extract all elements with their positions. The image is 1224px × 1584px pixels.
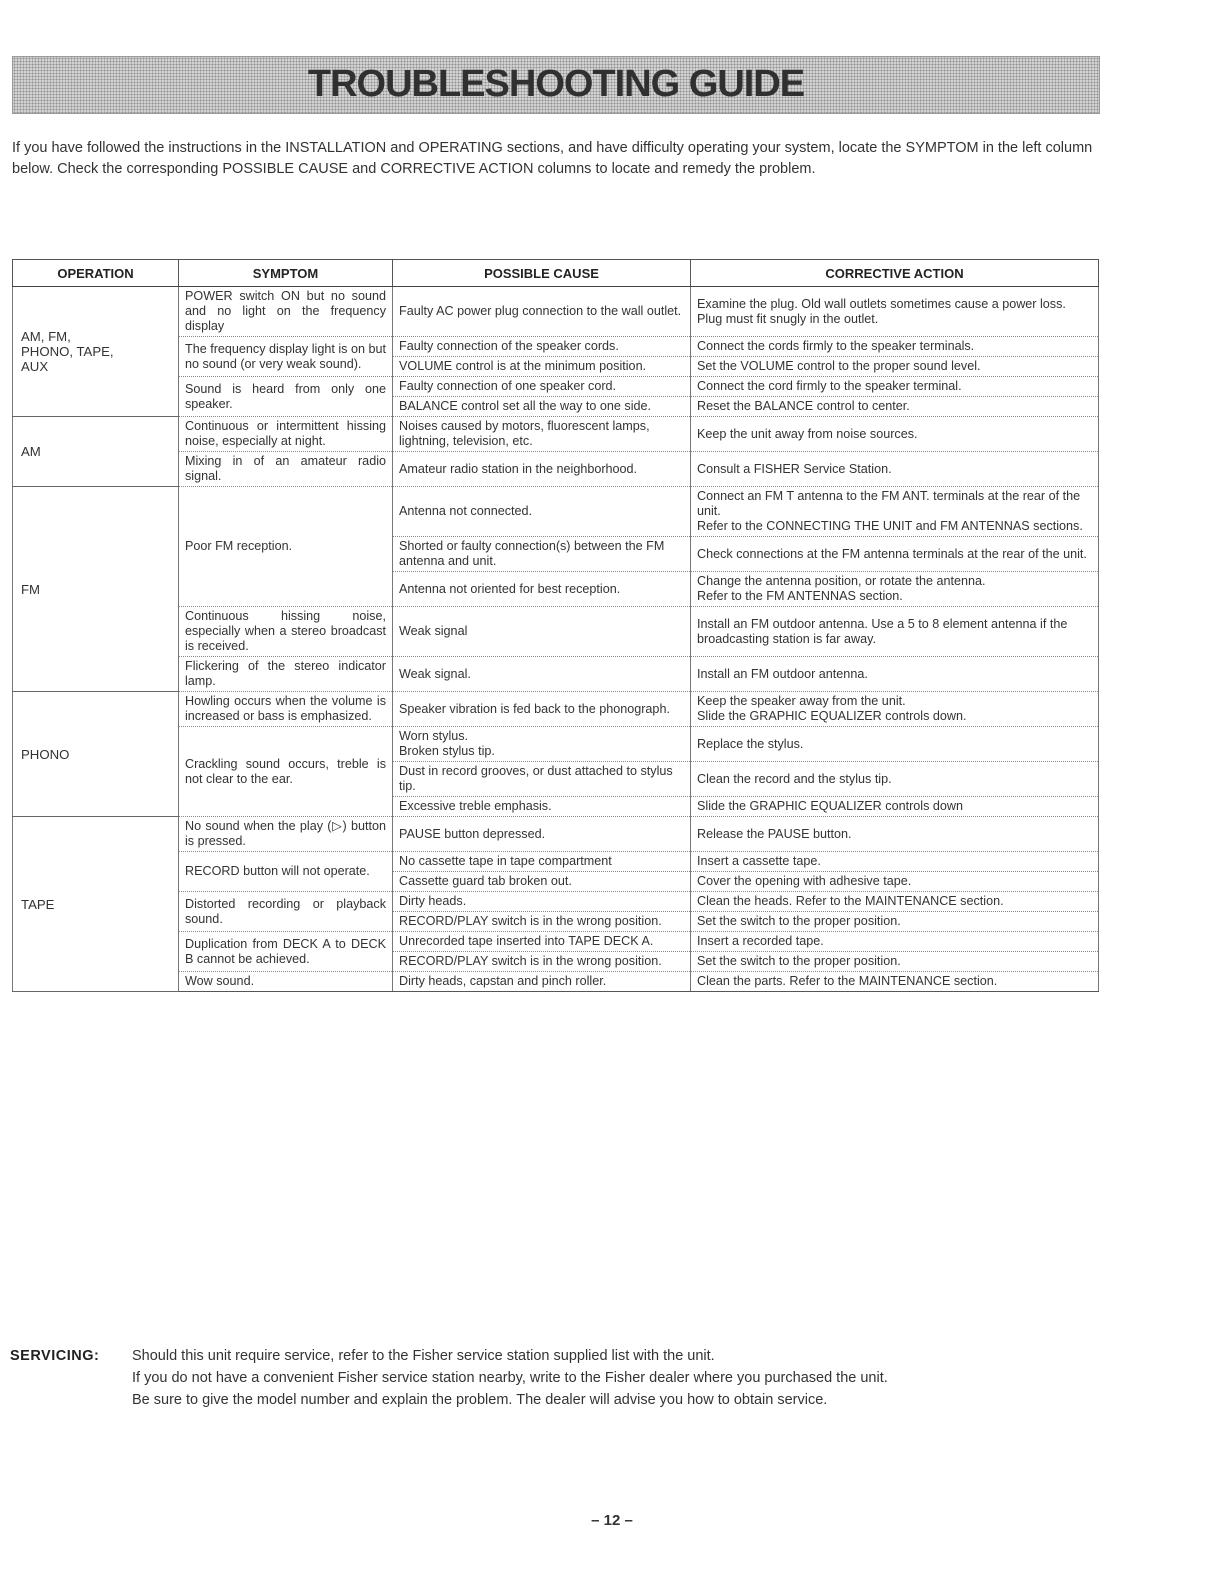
- header-corrective-action: CORRECTIVE ACTION: [691, 260, 1099, 287]
- cause-cell: Antenna not connected.: [393, 487, 691, 537]
- cause-cell: Excessive treble emphasis.: [393, 797, 691, 817]
- action-cell: Cover the opening with adhesive tape.: [691, 872, 1099, 892]
- symptom-cell: Continuous or intermittent hissing noise, especially at night.: [179, 417, 393, 452]
- cause-cell: Faulty connection of the speaker cords.: [393, 337, 691, 357]
- action-cell: Insert a recorded tape.: [691, 932, 1099, 952]
- table-row: [13, 287, 1099, 337]
- cause-cell: BALANCE control set all the way to one side.: [393, 397, 691, 417]
- header-operation: OPERATION: [13, 260, 179, 287]
- action-cell: Keep the speaker away from the unit. Slide the GRAPHIC EQUALIZER controls down.: [691, 692, 1099, 727]
- operation-cell: TAPE: [13, 817, 179, 992]
- operation-cell: AM: [13, 417, 179, 487]
- header-symptom: SYMPTOM: [179, 260, 393, 287]
- page-title: TROUBLESHOOTING GUIDE: [307, 63, 805, 105]
- table-header-row: [13, 260, 1099, 287]
- operation-cell: PHONO: [13, 692, 179, 817]
- action-cell: Set the VOLUME control to the proper sound level.: [691, 357, 1099, 377]
- title-banner: [12, 56, 1100, 114]
- cause-cell: Dust in record grooves, or dust attached to stylus tip.: [393, 762, 691, 797]
- cause-cell: Weak signal.: [393, 657, 691, 692]
- header-possible-cause: POSSIBLE CAUSE: [393, 260, 691, 287]
- cause-cell: Antenna not oriented for best reception.: [393, 572, 691, 607]
- symptom-cell: Distorted recording or playback sound.: [179, 892, 393, 932]
- servicing-line: If you do not have a convenient Fisher service station nearby, write to the Fisher dealer where you purchased the unit.: [132, 1370, 888, 1386]
- action-cell: Reset the BALANCE control to center.: [691, 397, 1099, 417]
- operation-cell: AM, FM, PHONO, TAPE, AUX: [13, 287, 179, 417]
- servicing-line: Should this unit require service, refer to the Fisher service station supplied list with the unit.: [132, 1348, 715, 1364]
- action-cell: Connect an FM T antenna to the FM ANT. terminals at the rear of the unit. Refer to the CONNECTING THE UNIT and FM ANTENNAS sections.: [691, 487, 1099, 537]
- action-cell: Connect the cord firmly to the speaker terminal.: [691, 377, 1099, 397]
- servicing-label: SERVICING:: [10, 1348, 100, 1364]
- symptom-cell: Howling occurs when the volume is increased or bass is emphasized.: [179, 692, 393, 727]
- table-row: [13, 692, 1099, 727]
- cause-cell: VOLUME control is at the minimum position.: [393, 357, 691, 377]
- cause-cell: Shorted or faulty connection(s) between the FM antenna and unit.: [393, 537, 691, 572]
- symptom-cell: POWER switch ON but no sound and no light on the frequency display: [179, 287, 393, 337]
- symptom-cell: Flickering of the stereo indicator lamp.: [179, 657, 393, 692]
- cause-cell: Worn stylus. Broken stylus tip.: [393, 727, 691, 762]
- symptom-cell: Poor FM reception.: [179, 487, 393, 607]
- cause-cell: Dirty heads, capstan and pinch roller.: [393, 972, 691, 992]
- action-cell: Clean the parts. Refer to the MAINTENANCE section.: [691, 972, 1099, 992]
- servicing-text: [132, 1345, 1100, 1411]
- symptom-cell: Sound is heard from only one speaker.: [179, 377, 393, 417]
- page-number: – 12 –: [591, 1512, 633, 1529]
- action-cell: Install an FM outdoor antenna.: [691, 657, 1099, 692]
- cause-cell: Weak signal: [393, 607, 691, 657]
- symptom-cell: No sound when the play (▷) button is pressed.: [179, 817, 393, 852]
- action-cell: Insert a cassette tape.: [691, 852, 1099, 872]
- servicing-line: Be sure to give the model number and explain the problem. The dealer will advise you how to obtain service.: [132, 1392, 828, 1408]
- symptom-cell: Duplication from DECK A to DECK B cannot be achieved.: [179, 932, 393, 972]
- cause-cell: Faulty connection of one speaker cord.: [393, 377, 691, 397]
- action-cell: Change the antenna position, or rotate the antenna. Refer to the FM ANTENNAS section.: [691, 572, 1099, 607]
- action-cell: Keep the unit away from noise sources.: [691, 417, 1099, 452]
- cause-cell: Faulty AC power plug connection to the wall outlet.: [393, 287, 691, 337]
- cause-cell: RECORD/PLAY switch is in the wrong position.: [393, 952, 691, 972]
- troubleshooting-table: [12, 259, 1099, 992]
- action-cell: Replace the stylus.: [691, 727, 1099, 762]
- symptom-cell: Continuous hissing noise, especially when a stereo broadcast is received.: [179, 607, 393, 657]
- servicing-section: [10, 1345, 1100, 1408]
- intro-paragraph: If you have followed the instructions in the INSTALLATION and OPERATING sections, and have difficulty operating your system, locate the SYMPTOM in the left column below. Check the corresponding POSSIBLE CAUSE and CORRECTIVE ACTION columns to locate and remedy the problem.: [12, 140, 1093, 177]
- action-cell: Examine the plug. Old wall outlets sometimes cause a power loss. Plug must fit snugly in the outlet.: [691, 287, 1099, 337]
- operation-cell: FM: [13, 487, 179, 692]
- cause-cell: No cassette tape in tape compartment: [393, 852, 691, 872]
- symptom-cell: Crackling sound occurs, treble is not clear to the ear.: [179, 727, 393, 817]
- action-cell: Slide the GRAPHIC EQUALIZER controls down: [691, 797, 1099, 817]
- cause-cell: PAUSE button depressed.: [393, 817, 691, 852]
- action-cell: Clean the heads. Refer to the MAINTENANCE section.: [691, 892, 1099, 912]
- symptom-cell: The frequency display light is on but no sound (or very weak sound).: [179, 337, 393, 377]
- cause-cell: Cassette guard tab broken out.: [393, 872, 691, 892]
- cause-cell: RECORD/PLAY switch is in the wrong position.: [393, 912, 691, 932]
- cause-cell: Unrecorded tape inserted into TAPE DECK A.: [393, 932, 691, 952]
- action-cell: Install an FM outdoor antenna. Use a 5 to 8 element antenna if the broadcasting station is far away.: [691, 607, 1099, 657]
- cause-cell: Noises caused by motors, fluorescent lamps, lightning, television, etc.: [393, 417, 691, 452]
- action-cell: Set the switch to the proper position.: [691, 952, 1099, 972]
- action-cell: Check connections at the FM antenna terminals at the rear of the unit.: [691, 537, 1099, 572]
- action-cell: Clean the record and the stylus tip.: [691, 762, 1099, 797]
- table-body: [13, 287, 1099, 992]
- action-cell: Set the switch to the proper position.: [691, 912, 1099, 932]
- symptom-cell: Mixing in of an amateur radio signal.: [179, 452, 393, 487]
- symptom-cell: RECORD button will not operate.: [179, 852, 393, 892]
- action-cell: Connect the cords firmly to the speaker terminals.: [691, 337, 1099, 357]
- action-cell: Consult a FISHER Service Station.: [691, 452, 1099, 487]
- table-row: [13, 417, 1099, 452]
- table-row: [13, 487, 1099, 537]
- cause-cell: Amateur radio station in the neighborhood.: [393, 452, 691, 487]
- symptom-cell: Wow sound.: [179, 972, 393, 992]
- cause-cell: Dirty heads.: [393, 892, 691, 912]
- action-cell: Release the PAUSE button.: [691, 817, 1099, 852]
- cause-cell: Speaker vibration is fed back to the phonograph.: [393, 692, 691, 727]
- table-row: [13, 817, 1099, 852]
